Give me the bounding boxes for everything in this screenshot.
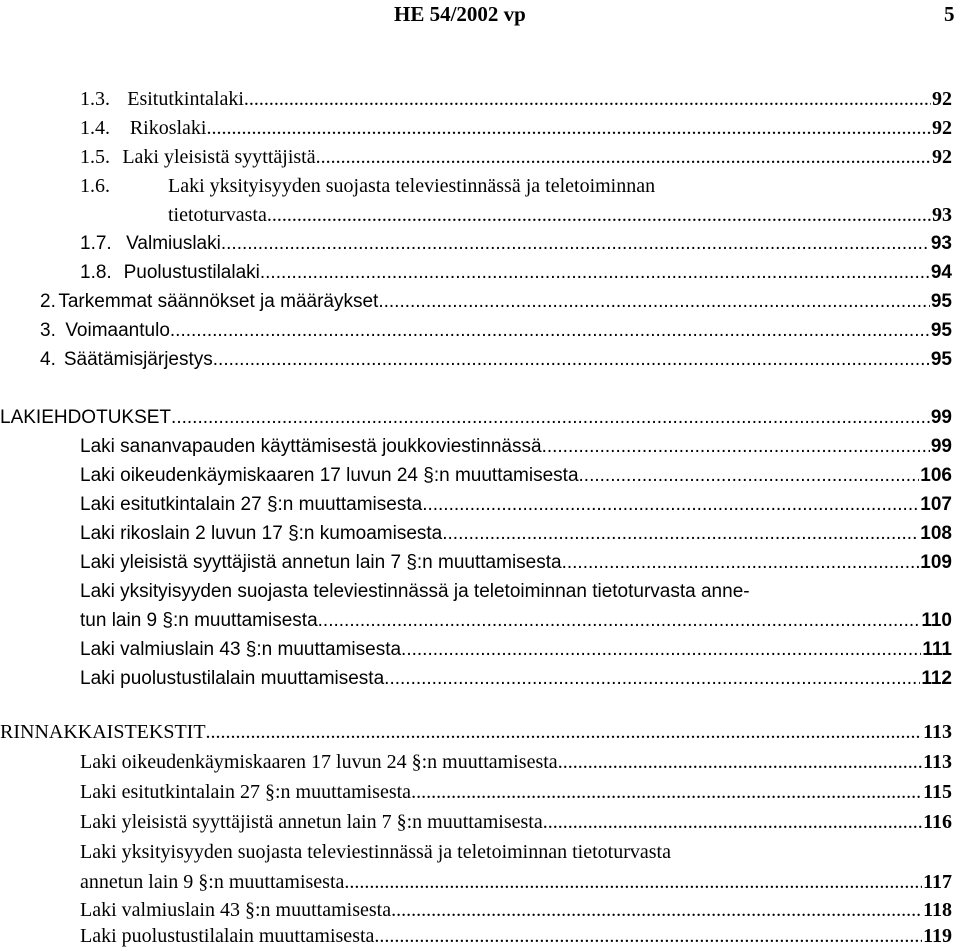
toc-entry-lakiehdotus[interactable] [80,548,952,577]
toc-entry-label: Tarkemmat säännökset ja määräykset [58,291,379,312]
toc-entry-page: 95 [930,320,952,341]
toc-entry-label: Laki yksityisyyden suojasta televiestinnässä ja teletoiminnan tietoturvasta anne- [80,581,750,602]
leader-dots [316,143,931,172]
leader-dots [170,316,930,345]
toc-entry-label: tun lain 9 §:n muuttamisesta [80,610,318,631]
toc-entry-rinnakkaisteksti[interactable] [80,808,952,837]
leader-dots [267,201,931,230]
leader-dots [221,229,930,258]
page-header [0,2,960,30]
toc-entry-page: 106 [920,465,952,486]
toc-entry-rinnakkaisteksti[interactable] [80,778,952,807]
leader-dots [411,778,922,807]
toc-entry-page: 95 [930,349,952,370]
toc-entry-page: 92 [932,88,952,110]
toc-entry-number: 1.8. [80,262,112,283]
toc-heading-label: LAKIEHDOTUKSET [0,407,172,428]
toc-entry-number: 1.7. [80,233,112,254]
leader-dots [391,896,922,925]
toc-entry-label: annetun lain 9 §:n muuttamisesta [80,871,345,893]
toc-entry-number: 4. [40,349,56,370]
leader-dots [422,490,919,519]
toc-entry-label: Laki yleisistä syyttäjistä annetun lain 7 §:n muuttamisesta [80,552,562,573]
leader-dots [543,808,922,837]
toc-entry-number: 2. [40,291,56,312]
toc-entry-page: 95 [930,291,952,312]
toc-entry-lakiehdotus-cont[interactable] [80,606,952,635]
toc-entry-page: 108 [920,523,952,544]
leader-dots [378,287,930,316]
toc-entry-label: Rikoslaki [129,117,207,139]
toc-entry-3[interactable] [40,316,952,345]
toc-entry-label: Voimaantulo [65,320,170,341]
toc-entry-page: 113 [923,721,952,743]
toc-entry-label: Puolustustilalaki [123,262,260,283]
toc-entry-page: 93 [930,233,952,254]
toc-entry-label: Laki puolustustilalain muuttamisesta [80,668,385,689]
toc-entry-number: 1.3. [80,88,110,110]
leader-dots [344,868,922,897]
toc-entry-label: Valmiuslaki [126,233,221,254]
toc-entry-page: 109 [920,552,952,573]
toc-entry-1-8[interactable] [80,258,952,287]
toc-entry-rinnakkaisteksti-cont[interactable] [80,868,952,897]
toc-entry-page: 116 [923,811,952,833]
toc-entry-label: Laki yleisistä syyttäjistä annetun lain 7 §:n muuttamisesta [80,811,543,833]
toc-entry-number: 1.4. [80,117,110,139]
leader-dots [374,922,922,951]
toc-entry-lakiehdotus[interactable] [80,432,952,461]
toc-entry-page: 93 [932,204,952,226]
leader-dots [558,748,922,777]
toc-entry-page: 113 [923,751,952,773]
leader-dots [442,519,919,548]
toc-entry-rinnakkaisteksti[interactable] [80,922,952,951]
toc-entry-label: Laki esitutkintalain 27 §:n muuttamisesta [80,494,423,515]
toc-entry-label: Laki oikeudenkäymiskaaren 17 luvun 24 §:n muuttamisesta [80,751,558,773]
toc-entry-label: Esitutkintalaki [127,88,244,110]
toc-entry-page: 111 [922,639,952,660]
toc-entry-lakiehdotus[interactable] [80,490,952,519]
leader-dots [318,606,921,635]
toc-entry-1-3[interactable] [80,85,952,114]
toc-entry-page: 119 [923,925,952,947]
toc-entry-1-7[interactable] [80,229,952,258]
toc-entry-1-4[interactable] [80,114,952,143]
leader-dots [213,345,930,374]
leader-dots [260,258,930,287]
toc-entry-4[interactable] [40,345,952,374]
toc-heading-lakiehdotukset[interactable] [0,403,952,432]
toc-heading-rinnakkaistekstit[interactable] [0,718,952,747]
leader-dots [579,461,920,490]
toc-heading-label: RINNAKKAISTEKSTIT [0,721,206,743]
leader-dots [206,718,923,747]
toc-entry-page: 107 [920,494,952,515]
toc-entry-page: 118 [923,899,952,921]
toc-entry-rinnakkaisteksti[interactable] [80,896,952,925]
toc-entry-label: Laki esitutkintalain 27 §:n muuttamisesta [80,781,412,803]
toc-entry-label: Laki rikoslain 2 luvun 17 §:n kumoamisesta [80,523,443,544]
toc-entry-1-6[interactable] [80,172,952,201]
toc-entry-label: tietoturvasta [168,204,267,226]
toc-entry-rinnakkaisteksti[interactable] [80,748,952,777]
toc-entry-label: Laki puolustustilalain muuttamisesta [80,925,375,947]
leader-dots [401,635,921,664]
document-reference: HE 54/2002 vp [394,2,526,26]
toc-entry-lakiehdotus[interactable] [80,635,952,664]
toc-entry-label: Laki valmiuslain 43 §:n muuttamisesta [80,899,392,921]
leader-dots [542,432,930,461]
toc-entry-number: 3. [40,320,56,341]
toc-entry-1-6-cont[interactable] [168,201,952,230]
toc-entry-2[interactable] [40,287,952,316]
toc-entry-1-5[interactable] [80,143,952,172]
toc-entry-label: Laki yksityisyyden suojasta televiestinnässä ja teletoiminnan tietoturvasta [80,841,671,863]
toc-entry-label: Laki yleisistä syyttäjistä [122,146,316,168]
toc-entry-label: Laki valmiuslain 43 §:n muuttamisesta [80,639,402,660]
toc-entry-label: Laki oikeudenkäymiskaaren 17 luvun 24 §:n muuttamisesta [80,465,579,486]
toc-entry-lakiehdotus[interactable] [80,577,952,606]
toc-entry-number: 1.5. [80,146,110,168]
toc-entry-page: 117 [923,871,952,893]
toc-entry-rinnakkaisteksti[interactable] [80,838,952,867]
toc-entry-lakiehdotus[interactable] [80,461,952,490]
toc-entry-page: 92 [932,117,952,139]
toc-entry-page: 110 [921,610,952,631]
toc-entry-page: 99 [930,436,952,457]
toc-entry-number: 1.6. [80,175,110,197]
toc-entry-page: 112 [921,668,952,689]
leader-dots [244,85,931,114]
toc-entry-label: Säätämisjärjestys [63,349,213,370]
toc-entry-page: 94 [930,262,952,283]
toc-entry-label: Laki yksityisyyden suojasta televiestinnässä ja teletoiminnan [168,175,656,197]
leader-dots [206,114,931,143]
toc-entry-page: 92 [932,146,952,168]
toc-entry-lakiehdotus[interactable] [80,519,952,548]
page-number: 5 [944,2,955,26]
leader-dots [171,403,930,432]
toc-entry-label: Laki sananvapauden käyttämisestä joukkoviestinnässä [80,436,542,457]
leader-dots [562,548,920,577]
toc-entry-page: 99 [930,407,952,428]
toc-entry-page: 115 [923,781,952,803]
leader-dots [384,664,920,693]
toc-entry-lakiehdotus[interactable] [80,664,952,693]
